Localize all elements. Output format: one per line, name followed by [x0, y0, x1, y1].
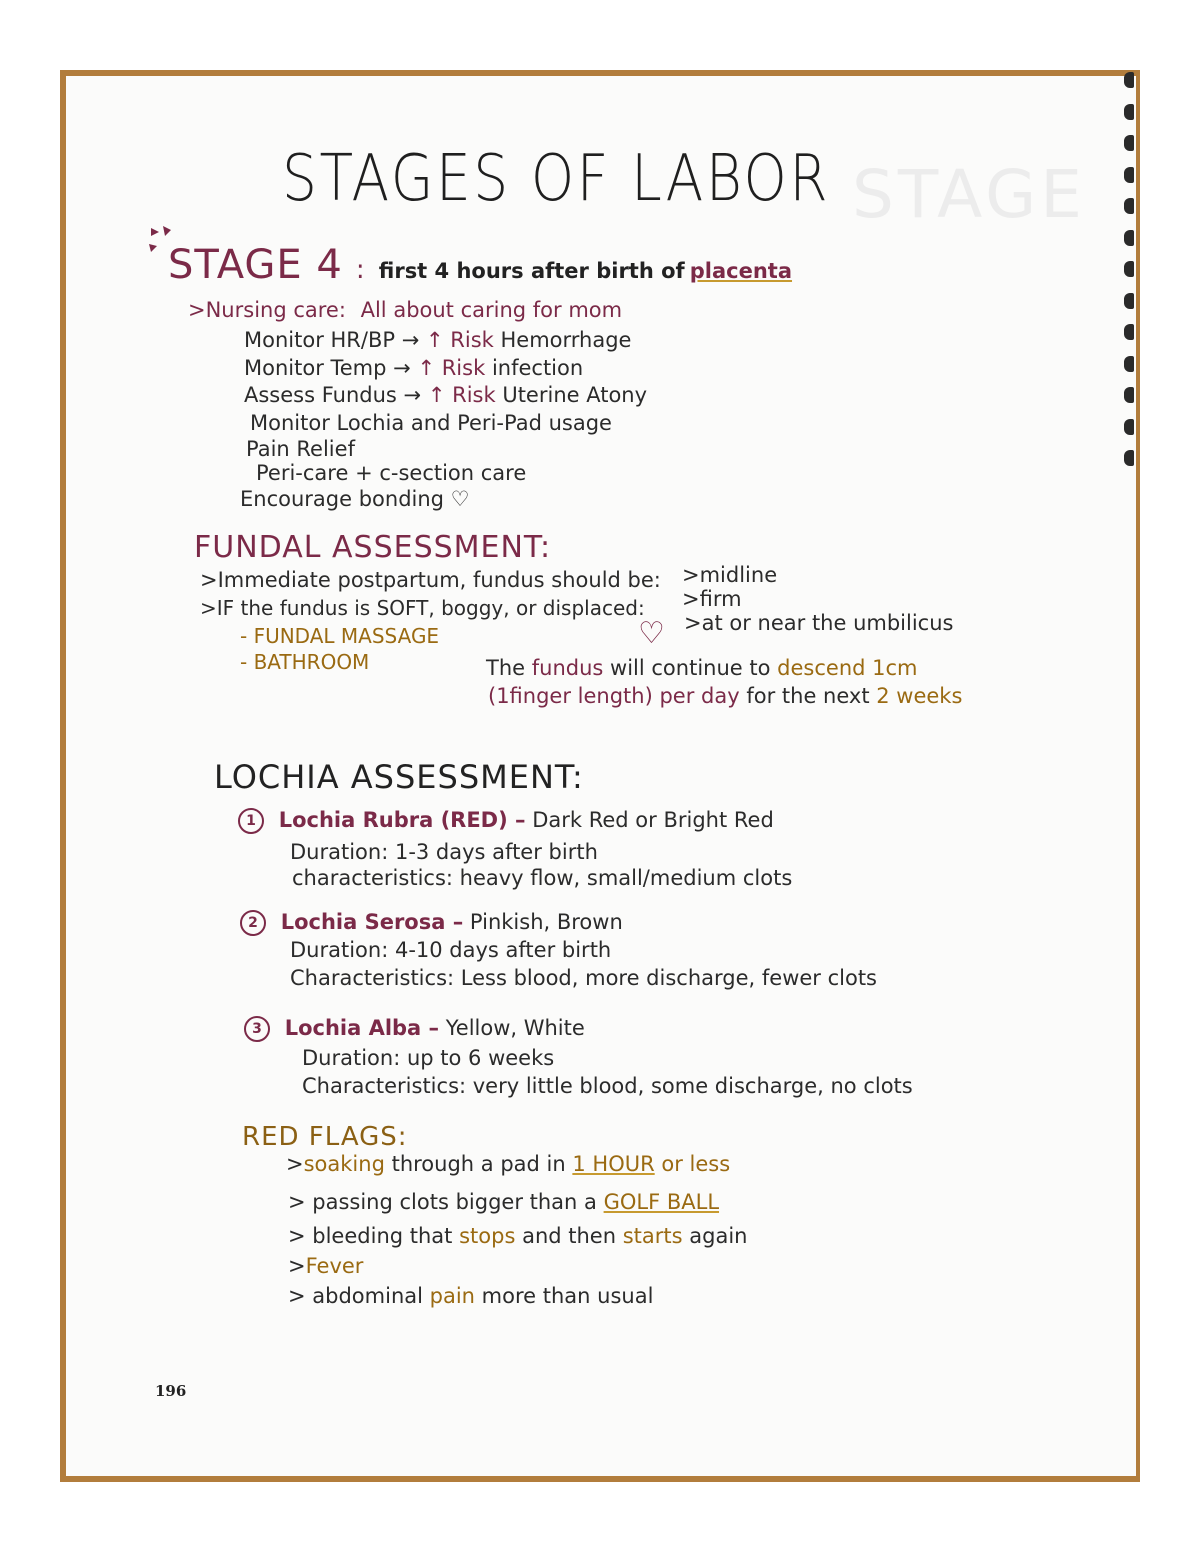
nursing-care-label: >Nursing care:: [188, 298, 346, 322]
nursing-item: Pain Relief: [246, 437, 355, 461]
lochia-duration: Duration: up to 6 weeks: [302, 1046, 555, 1070]
red-flags-heading: RED FLAGS:: [242, 1122, 408, 1152]
lochia-characteristics: characteristics: heavy flow, small/medium clots: [292, 866, 793, 890]
red-flag-text: pain: [429, 1284, 475, 1308]
lochia-type-line: [244, 1016, 585, 1042]
red-flag-text: through a pad in: [391, 1152, 566, 1176]
nursing-item: [244, 356, 583, 380]
red-flag-text: >: [288, 1254, 306, 1278]
descent-text: fundus: [531, 656, 604, 680]
nursing-item: Encourage bonding ♡: [240, 487, 470, 511]
fundus-should-be: >midline: [682, 563, 778, 587]
lochia-type-line: [238, 808, 774, 834]
lochia-characteristics: Characteristics: very little blood, some discharge, no clots: [302, 1074, 913, 1098]
lochia-color-desc: Pinkish, Brown: [469, 910, 623, 934]
fundus-descent-line-1: [486, 656, 918, 680]
red-flag-text: >: [286, 1152, 304, 1176]
nursing-item: Peri-care + c-section care: [256, 461, 527, 485]
nursing-item-risk: ↑ Risk: [426, 328, 494, 352]
nursing-item: [244, 383, 647, 407]
descent-text: per day: [659, 684, 740, 708]
red-flag-item: [288, 1190, 719, 1214]
stage-4-desc: first 4 hours after birth of: [378, 259, 685, 283]
lochia-duration: Duration: 4-10 days after birth: [290, 938, 612, 962]
red-flag-text: more than usual: [481, 1284, 654, 1308]
stage-4-placenta: placenta: [689, 259, 793, 283]
stage-4-line: [168, 242, 792, 288]
red-flag-item: [288, 1254, 363, 1278]
fundus-should-be: >firm: [682, 587, 742, 611]
page-title: STAGES OF LABOR: [282, 142, 831, 216]
red-flag-text: or less: [661, 1152, 731, 1176]
nursing-item-rest: Hemorrhage: [500, 328, 632, 352]
lochia-type-line: [240, 910, 623, 936]
fundal-action: - FUNDAL MASSAGE: [240, 624, 440, 648]
lochia-characteristics: Characteristics: Less blood, more discharge, fewer clots: [290, 966, 877, 990]
nursing-item-rest: Uterine Atony: [502, 383, 648, 407]
fundal-heading: FUNDAL ASSESSMENT:: [194, 530, 552, 565]
lochia-heading: LOCHIA ASSESSMENT:: [214, 758, 584, 796]
spiral-binding: [1124, 72, 1138, 482]
lochia-number-badge: 3: [244, 1016, 270, 1042]
nursing-item-rest: infection: [491, 356, 584, 380]
lochia-color-desc: Yellow, White: [445, 1016, 585, 1040]
nursing-item: [244, 328, 631, 352]
fundal-action: - BATHROOM: [240, 650, 370, 674]
lochia-color-desc: Dark Red or Bright Red: [532, 808, 774, 832]
nursing-item: Monitor Lochia and Peri-Pad usage: [250, 411, 612, 435]
descent-text: will continue to: [610, 656, 771, 680]
lochia-type-name: Lochia Serosa –: [280, 910, 464, 934]
lochia-type-name: Lochia Alba –: [284, 1016, 440, 1040]
descent-text: 1cm: [872, 656, 918, 680]
red-flag-text: and then: [522, 1224, 617, 1248]
descent-text: for the next: [746, 684, 870, 708]
nursing-care-line: [188, 298, 622, 322]
red-flag-text: 1 HOUR: [572, 1152, 655, 1176]
descent-text: descend: [777, 656, 866, 680]
red-flag-text: Fever: [305, 1254, 364, 1278]
lochia-number-badge: 1: [238, 808, 264, 834]
descent-text: (1finger length): [488, 684, 653, 708]
stage-4-label: STAGE 4: [168, 242, 343, 288]
nursing-item-risk: ↑ Risk: [417, 356, 486, 380]
nursing-item-text: Monitor Temp →: [244, 356, 411, 380]
red-flag-item: [288, 1224, 748, 1248]
red-flag-text: soaking: [303, 1152, 385, 1176]
page-number: 196: [155, 1382, 187, 1400]
fundus-should-be: >at or near the umbilicus: [684, 611, 954, 635]
lochia-duration: Duration: 1-3 days after birth: [290, 840, 598, 864]
bleed-through-text: STAGE: [852, 156, 1086, 233]
nursing-item-risk: ↑ Risk: [427, 383, 496, 407]
red-flag-text: starts: [622, 1224, 683, 1248]
nursing-item-text: Monitor HR/BP →: [244, 328, 420, 352]
descent-text: 2 weeks: [876, 684, 963, 708]
fundus-descent-line-2: [488, 684, 962, 708]
stage-4-colon: :: [355, 255, 366, 285]
red-flag-text: again: [689, 1224, 748, 1248]
red-flag-text: > bleeding that: [288, 1224, 453, 1248]
lochia-type-name: Lochia Rubra (RED) –: [278, 808, 526, 832]
lochia-number-badge: 2: [240, 910, 266, 936]
descent-text: The: [486, 656, 526, 680]
nursing-care-text: All about caring for mom: [360, 298, 623, 322]
fundal-line-1: >Immediate postpartum, fundus should be:: [200, 568, 661, 592]
red-flag-text: > passing clots bigger than a: [288, 1190, 597, 1214]
red-flag-text: stops: [459, 1224, 516, 1248]
red-flag-item: [288, 1284, 653, 1308]
heart-icon: ♡: [638, 616, 665, 651]
red-flag-text: GOLF BALL: [603, 1190, 720, 1214]
red-flag-text: > abdominal: [288, 1284, 423, 1308]
fundal-line-2: >IF the fundus is SOFT, boggy, or displaced:: [200, 596, 645, 620]
nursing-item-text: Assess Fundus →: [244, 383, 422, 407]
red-flag-item: [286, 1152, 730, 1176]
